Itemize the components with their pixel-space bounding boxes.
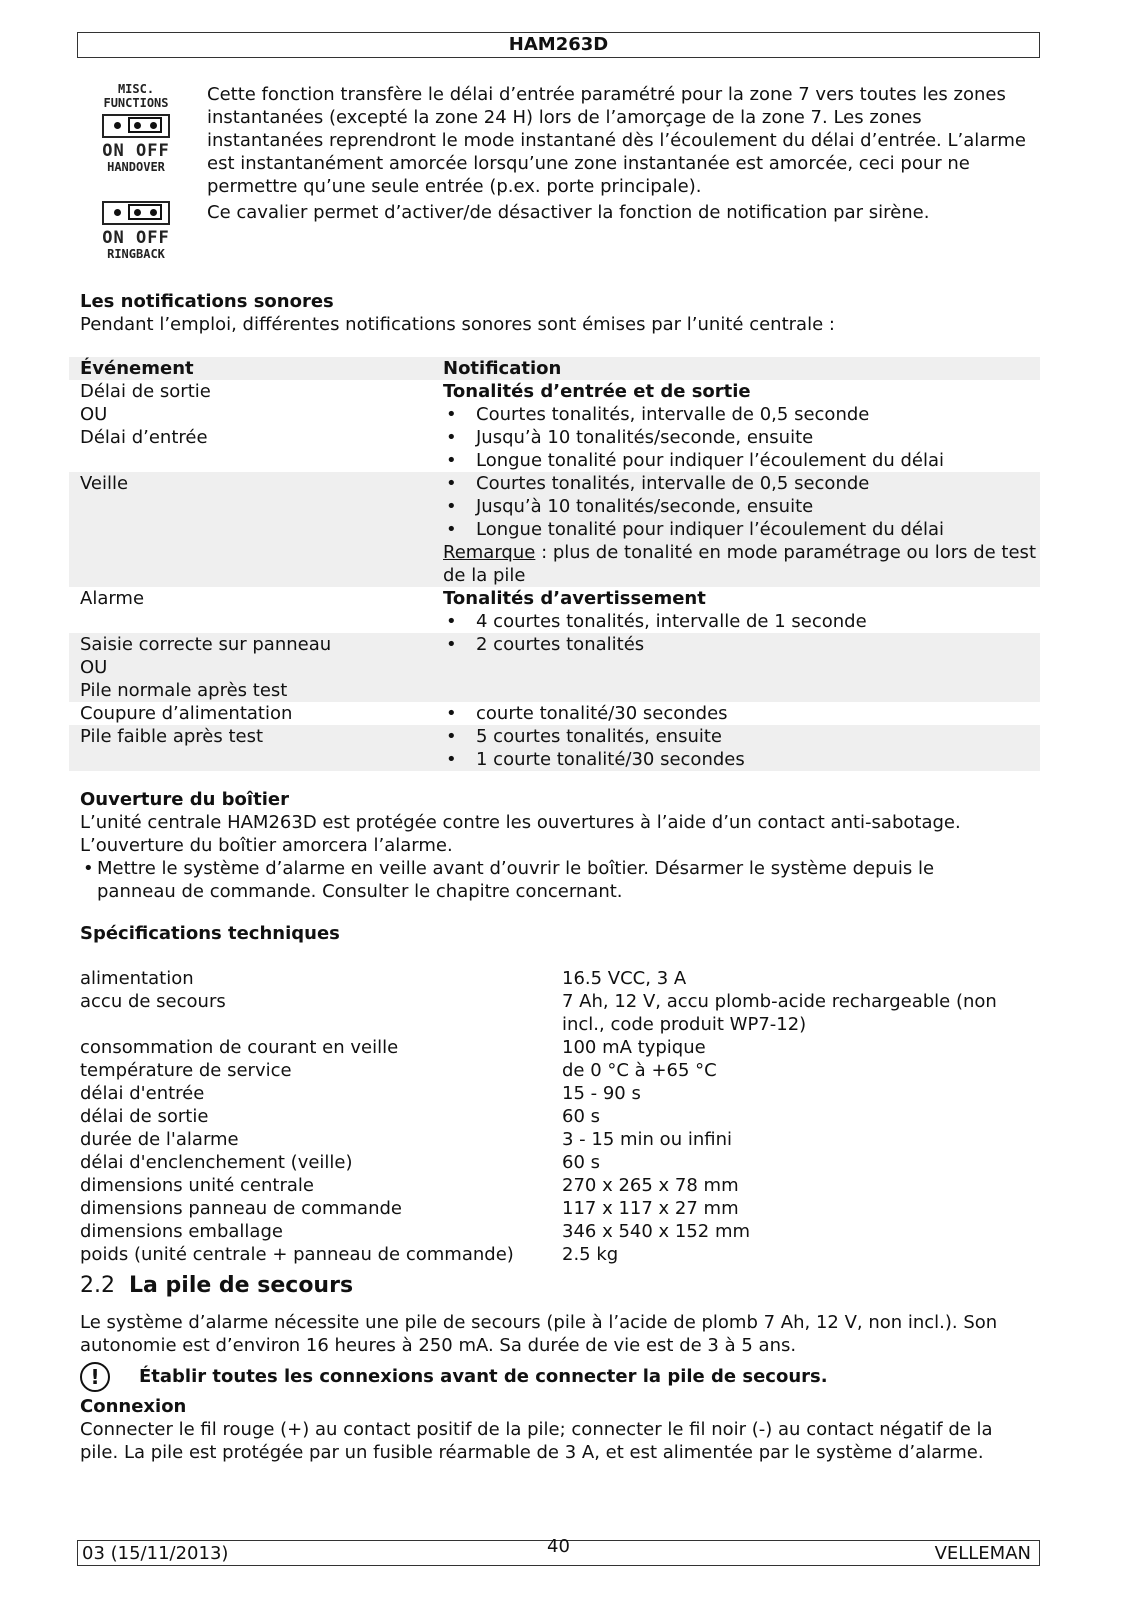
note-label: Remarque	[443, 542, 536, 563]
ringback-label: RINGBACK	[107, 247, 165, 261]
spec-value: 117 x 117 x 27 mm	[562, 1198, 739, 1219]
page-header: HAM263D	[77, 32, 1040, 58]
spec-value: 7 Ah, 12 V, accu plomb-acide rechargeable (non incl., code produit WP7-12)	[562, 991, 997, 1035]
spec-value: 270 x 265 x 78 mm	[562, 1175, 739, 1196]
list-item: • Courtes tonalités, intervalle de 0,5 seconde	[443, 472, 1040, 495]
jumper-block-icon	[102, 201, 170, 225]
event-text: Pile normale après test	[80, 680, 288, 701]
warning-icon: !	[80, 1362, 110, 1392]
spec-row	[80, 1220, 1032, 1243]
event-text: Coupure d’alimentation	[80, 703, 293, 724]
spec-key: poids (unité centrale + panneau de commande)	[80, 1244, 514, 1265]
table-row	[69, 725, 1040, 771]
spec-row	[80, 1105, 1032, 1128]
spec-value: 60 s	[562, 1152, 601, 1173]
list-item: • 2 courtes tonalités	[443, 633, 1040, 656]
connexion-text: Connecter le fil rouge (+) au contact positif de la pile; connecter le fil noir (-) au contact négatif de la pile. La pile est protégée par un fusible réarmable de 3 A, et est alimentée par le système d’alarme.	[80, 1419, 993, 1463]
spec-key: consommation de courant en veille	[80, 1037, 399, 1058]
table-row	[69, 587, 1040, 633]
spec-value: 60 s	[562, 1106, 601, 1127]
event-text: Alarme	[80, 588, 145, 609]
spec-row	[80, 1197, 1032, 1220]
spec-key: dimensions emballage	[80, 1221, 283, 1242]
spec-row	[80, 1174, 1032, 1197]
table-row	[69, 472, 1040, 587]
on-off-label: ON OFF	[102, 141, 170, 161]
handover-description: Cette fonction transfère le délai d’entrée paramétré pour la zone 7 vers toutes les zones instantanées (excepté la zone 24 H) lors de l’amorçage de la zone 7. Les zones instantanées reprendront le mode instantané dès l’écoulement du délai d’entrée. L’alarme est instantanément amorcée lorsqu’une zone instantanée est amorcée, ceci pour ne permettre qu’une seule entrée (p.ex. porte principale).	[207, 84, 1026, 197]
spec-value: de 0 °C à +65 °C	[562, 1060, 717, 1081]
notifications-intro: Pendant l’emploi, différentes notifications sonores sont émises par l’unité centrale :	[80, 314, 835, 335]
list-item: • Courtes tonalités, intervalle de 0,5 seconde	[443, 403, 1040, 426]
event-text: OU	[80, 657, 108, 678]
table-row	[69, 633, 1040, 702]
ringback-description: Ce cavalier permet d’activer/de désactiver la fonction de notification par sirène.	[207, 202, 930, 223]
spec-key: durée de l'alarme	[80, 1129, 239, 1150]
list-item: • Jusqu’à 10 tonalités/seconde, ensuite	[443, 495, 1040, 518]
warning-text: Établir toutes les connexions avant de connecter la pile de secours.	[139, 1366, 828, 1387]
spec-value: 16.5 VCC, 3 A	[562, 968, 687, 989]
spec-row	[80, 1243, 1032, 1266]
section-heading	[80, 1272, 353, 1300]
event-text: Pile faible après test	[80, 726, 264, 747]
ringback-jumper-icon	[96, 199, 176, 261]
section-title: La pile de secours	[129, 1273, 354, 1298]
list-item: • Jusqu’à 10 tonalités/seconde, ensuite	[443, 426, 1040, 449]
specs-heading: Spécifications techniques	[80, 923, 340, 944]
list-item: • 4 courtes tonalités, intervalle de 1 seconde	[443, 610, 1040, 633]
note-text: : plus de tonalité en mode paramétrage ou lors de test de la pile	[443, 542, 1036, 586]
spec-row	[80, 1036, 1032, 1059]
table-header-row	[69, 357, 1040, 380]
page-footer	[77, 1536, 1040, 1566]
spec-key: délai d'enclenchement (veille)	[80, 1152, 353, 1173]
list-item: • Longue tonalité pour indiquer l’écoulement du délai	[443, 449, 1040, 472]
spec-row	[80, 990, 1032, 1036]
handover-label: HANDOVER	[107, 160, 165, 174]
spec-key: délai d'entrée	[80, 1083, 205, 1104]
spec-row	[80, 1128, 1032, 1151]
list-item: • 5 courtes tonalités, ensuite	[443, 725, 1040, 748]
misc-functions-label: MISC. FUNCTIONS	[103, 82, 169, 110]
notifications-heading: Les notifications sonores	[80, 291, 334, 312]
casing-heading: Ouverture du boîtier	[80, 789, 289, 810]
table-row	[69, 380, 1040, 472]
event-text: Veille	[80, 473, 129, 494]
jumper-block-icon	[102, 114, 170, 138]
column-header-notification: Notification	[443, 358, 562, 379]
list-item: • courte tonalité/30 secondes	[443, 702, 1040, 725]
spec-key: température de service	[80, 1060, 292, 1081]
connexion-heading: Connexion	[80, 1396, 187, 1417]
event-text: Délai de sortie	[80, 381, 211, 402]
list-item: • Longue tonalité pour indiquer l’écoulement du délai	[443, 518, 1040, 541]
table-row	[69, 702, 1040, 725]
spec-row	[80, 1082, 1032, 1105]
notifications-table	[69, 357, 1040, 771]
notification-title: Tonalités d’entrée et de sortie	[443, 381, 751, 402]
event-text: Délai d’entrée	[80, 427, 208, 448]
specs-table	[80, 967, 1032, 1266]
list-item: • 1 courte tonalité/30 secondes	[443, 748, 1040, 771]
notification-title: Tonalités d’avertissement	[443, 588, 706, 609]
spec-key: délai de sortie	[80, 1106, 209, 1127]
section-text: Le système d’alarme nécessite une pile de secours (pile à l’acide de plomb 7 Ah, 12 V, non incl.). Son autonomie est d’environ 16 heures à 250 mA. Sa durée de vie est de 3 à 5 ans.	[80, 1312, 998, 1356]
spec-key: dimensions unité centrale	[80, 1175, 314, 1196]
spec-value: 15 - 90 s	[562, 1083, 641, 1104]
spec-key: accu de secours	[80, 991, 226, 1012]
spec-key: alimentation	[80, 968, 194, 989]
footer-revision: 03 (15/11/2013)	[82, 1543, 229, 1564]
table-note	[443, 541, 1040, 587]
column-header-event: Événement	[80, 358, 194, 379]
spec-row	[80, 967, 1032, 990]
page-number: 40	[547, 1536, 570, 1557]
spec-value: 346 x 540 x 152 mm	[562, 1221, 751, 1242]
handover-jumper-icon	[96, 82, 176, 174]
spec-value: 2.5 kg	[562, 1244, 619, 1265]
event-text: Saisie correcte sur panneau	[80, 634, 332, 655]
spec-value: 100 mA typique	[562, 1037, 706, 1058]
footer-brand: VELLEMAN	[934, 1543, 1031, 1564]
event-text: OU	[80, 404, 108, 425]
casing-bullet: • Mettre le système d’alarme en veille avant d’ouvrir le boîtier. Désarmer le système depuis le panneau de commande. Consulter le chapitre concernant.	[80, 857, 980, 903]
spec-key: dimensions panneau de commande	[80, 1198, 402, 1219]
spec-value: 3 - 15 min ou infini	[562, 1129, 732, 1150]
section-number: 2.2	[80, 1273, 115, 1298]
casing-text: L’unité centrale HAM263D est protégée contre les ouvertures à l’aide d’un contact anti-sabotage. L’ouverture du boîtier amorcera l’alarme.	[80, 812, 961, 856]
spec-row	[80, 1059, 1032, 1082]
on-off-label: ON OFF	[102, 228, 170, 248]
spec-row	[80, 1151, 1032, 1174]
